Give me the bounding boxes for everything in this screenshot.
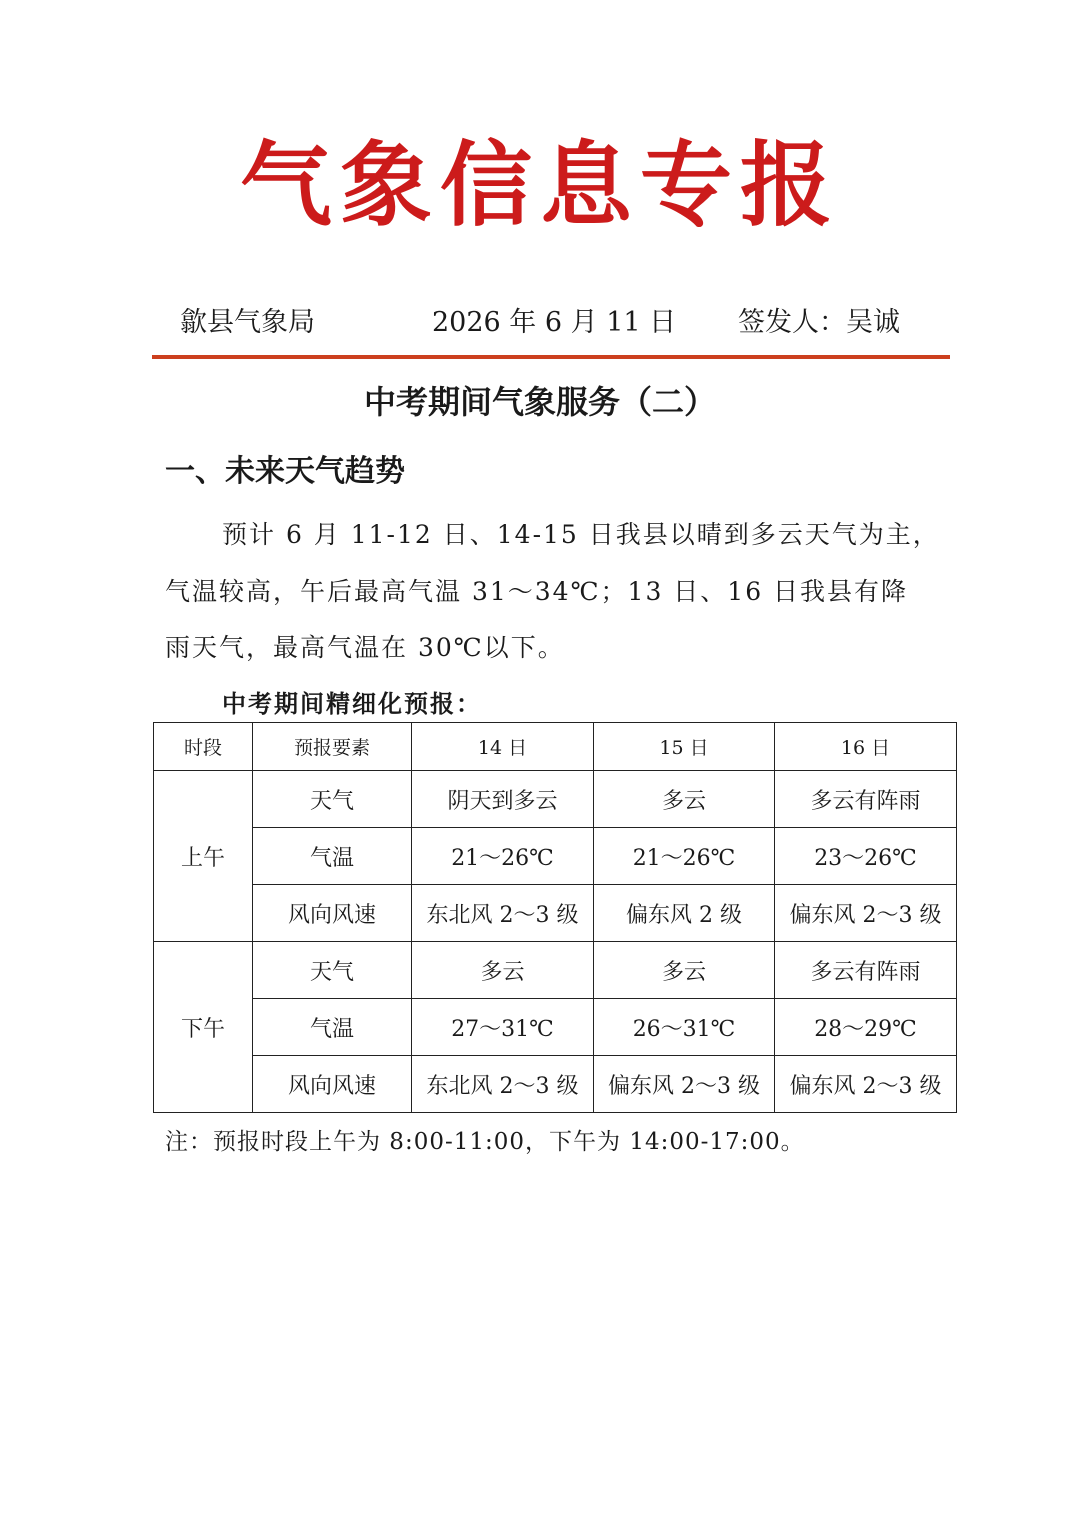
value-cell: 多云 <box>594 771 775 828</box>
header-period: 时段 <box>154 723 253 771</box>
period-cell: 上午 <box>154 771 253 942</box>
issue-date: 2026 年 6 月 11 日 <box>432 307 677 338</box>
table-header-row <box>154 723 957 771</box>
value-cell: 23～26℃ <box>775 828 957 885</box>
header-day-14: 14 日 <box>412 723 594 771</box>
paragraph-line: 预计 6 月 11-12 日、14-15 日我县以晴到多云天气为主， <box>222 520 940 549</box>
element-cell: 天气 <box>253 771 412 828</box>
value-cell: 多云 <box>594 942 775 999</box>
value-cell: 多云有阵雨 <box>775 771 957 828</box>
header-element: 预报要素 <box>253 723 412 771</box>
value-cell: 多云有阵雨 <box>775 942 957 999</box>
signer: 签发人：吴诚 <box>738 307 900 338</box>
red-divider <box>152 355 950 359</box>
table-row <box>154 999 957 1056</box>
value-cell: 阴天到多云 <box>412 771 594 828</box>
value-cell: 21～26℃ <box>412 828 594 885</box>
section-heading: 一、未来天气趋势 <box>165 454 405 489</box>
table-row <box>154 942 957 999</box>
element-cell: 风向风速 <box>253 1056 412 1113</box>
footnote: 注：预报时段上午为 8:00-11:00，下午为 14:00-17:00。 <box>165 1129 805 1155</box>
value-cell: 28～29℃ <box>775 999 957 1056</box>
table-caption: 中考期间精细化预报： <box>222 689 482 718</box>
paragraph-line: 气温较高，午后最高气温 31～34℃；13 日、16 日我县有降 <box>165 577 909 606</box>
value-cell: 26～31℃ <box>594 999 775 1056</box>
value-cell: 多云 <box>412 942 594 999</box>
document-title: 中考期间气象服务（二） <box>363 383 716 421</box>
table-row <box>154 828 957 885</box>
period-cell: 下午 <box>154 942 253 1113</box>
value-cell: 偏东风 2～3 级 <box>775 885 957 942</box>
header-day-16: 16 日 <box>775 723 957 771</box>
value-cell: 偏东风 2～3 级 <box>594 1056 775 1113</box>
element-cell: 风向风速 <box>253 885 412 942</box>
table-row <box>154 885 957 942</box>
value-cell: 偏东风 2 级 <box>594 885 775 942</box>
value-cell: 东北风 2～3 级 <box>412 1056 594 1113</box>
element-cell: 天气 <box>253 942 412 999</box>
value-cell: 27～31℃ <box>412 999 594 1056</box>
value-cell: 偏东风 2～3 级 <box>775 1056 957 1113</box>
masthead-title: 气象信息专报 <box>239 131 840 239</box>
issuing-agency: 歙县气象局 <box>180 307 315 338</box>
forecast-table <box>153 722 957 1113</box>
table-row <box>154 771 957 828</box>
element-cell: 气温 <box>253 828 412 885</box>
table-row <box>154 1056 957 1113</box>
value-cell: 21～26℃ <box>594 828 775 885</box>
element-cell: 气温 <box>253 999 412 1056</box>
paragraph-line: 雨天气，最高气温在 30℃以下。 <box>165 633 565 662</box>
value-cell: 东北风 2～3 级 <box>412 885 594 942</box>
header-day-15: 15 日 <box>594 723 775 771</box>
